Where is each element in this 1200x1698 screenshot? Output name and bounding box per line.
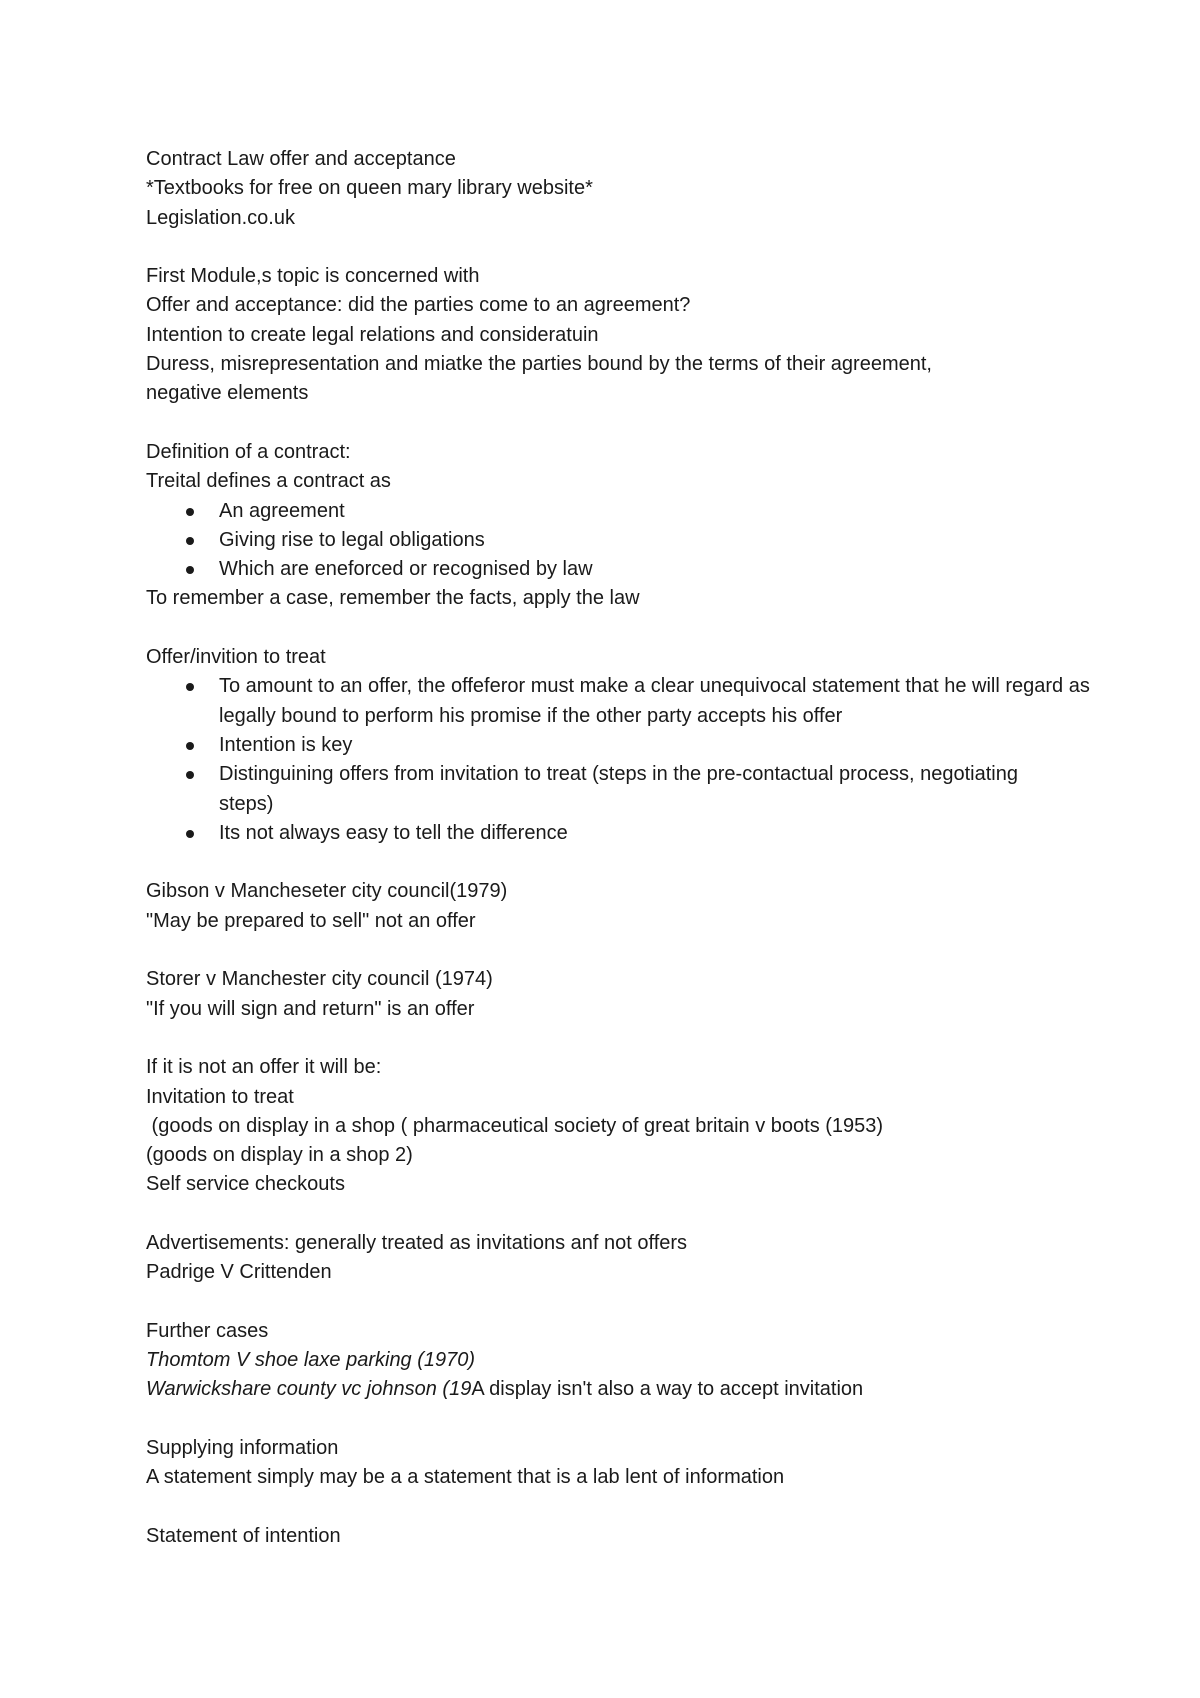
not-offer-heading: If it is not an offer it will be: bbox=[146, 1056, 382, 1079]
list-item bbox=[146, 731, 1140, 760]
bullet-icon bbox=[186, 508, 194, 516]
bullet-text: Intention is key bbox=[219, 733, 353, 756]
bullet-text: Which are eneforced or recognised by law bbox=[219, 558, 593, 581]
definition-intro: Treital defines a contract as bbox=[146, 470, 391, 493]
supplying-heading: Supplying information bbox=[146, 1437, 339, 1460]
textbook-note: *Textbooks for free on queen mary library website* bbox=[146, 177, 593, 200]
bullet-text: Distinguining offers from invitation to treat (steps in the pre-contactual process, negotiating steps) bbox=[219, 763, 1018, 815]
further-case-1: Thomtom V shoe laxe parking (1970) bbox=[146, 1349, 476, 1372]
list-item bbox=[146, 672, 1140, 731]
spacer bbox=[146, 1024, 1140, 1053]
bullet-text: Giving rise to legal obligations bbox=[219, 528, 485, 551]
further-cases-heading: Further cases bbox=[146, 1319, 269, 1342]
spacer bbox=[146, 1288, 1140, 1317]
spacer bbox=[146, 936, 1140, 965]
bullet-text: An agreement bbox=[219, 499, 345, 522]
not-offer-line-2: (goods on display in a shop ( pharmaceutical society of great britain v boots (1953) bbox=[146, 1114, 884, 1137]
not-offer-line-3: (goods on display in a shop 2) bbox=[146, 1144, 413, 1167]
spacer bbox=[146, 614, 1140, 643]
ads-heading: Advertisements: generally treated as invitations anf not offers bbox=[146, 1231, 688, 1254]
bullet-icon bbox=[186, 683, 194, 691]
bullet-icon bbox=[186, 566, 194, 574]
further-case-2-italic: Warwickshare county vc johnson (19 bbox=[146, 1378, 472, 1401]
module-intro: First Module,s topic is concerned with bbox=[146, 265, 480, 288]
bullet-icon bbox=[186, 771, 194, 779]
spacer bbox=[146, 1405, 1140, 1434]
ads-case: Padrige V Crittenden bbox=[146, 1261, 332, 1284]
spacer bbox=[146, 233, 1140, 262]
gibson-case-text: "May be prepared to sell" not an offer bbox=[146, 909, 476, 932]
further-case-2-rest: A display isn't also a way to accept invitation bbox=[471, 1378, 864, 1401]
bullet-icon bbox=[186, 830, 194, 838]
further-case-2 bbox=[146, 1375, 1140, 1404]
definition-bullet-list bbox=[146, 497, 1140, 585]
statement-heading: Statement of intention bbox=[146, 1524, 341, 1547]
definition-after: To remember a case, remember the facts, apply the law bbox=[146, 587, 640, 610]
bullet-icon bbox=[186, 742, 194, 750]
module-line-2: Intention to create legal relations and consideratuin bbox=[146, 323, 599, 346]
gibson-case-title: Gibson v Mancheseter city council(1979) bbox=[146, 880, 508, 903]
supplying-text: A statement simply may be a a statement that is a lab lent of information bbox=[146, 1466, 785, 1489]
module-line-3: Duress, misrepresentation and miatke the parties bound by the terms of their agreement, bbox=[146, 353, 932, 376]
module-line-4: negative elements bbox=[146, 382, 309, 405]
list-item bbox=[146, 819, 1140, 848]
offer-heading: Offer/invition to treat bbox=[146, 646, 326, 669]
legislation-link-text: Legislation.co.uk bbox=[146, 206, 295, 229]
spacer bbox=[146, 1493, 1140, 1522]
spacer bbox=[146, 409, 1140, 438]
module-line-1: Offer and acceptance: did the parties come to an agreement? bbox=[146, 294, 691, 317]
definition-heading: Definition of a contract: bbox=[146, 440, 351, 463]
doc-title: Contract Law offer and acceptance bbox=[146, 148, 456, 170]
list-item bbox=[146, 555, 1140, 584]
list-item bbox=[146, 760, 1140, 819]
spacer bbox=[146, 1200, 1140, 1229]
offer-bullet-list bbox=[146, 672, 1140, 848]
list-item bbox=[146, 526, 1140, 555]
storer-case-text: "If you will sign and return" is an offer bbox=[146, 997, 475, 1020]
storer-case-title: Storer v Manchester city council (1974) bbox=[146, 968, 493, 991]
list-item bbox=[146, 497, 1140, 526]
spacer bbox=[146, 848, 1140, 877]
bullet-text: To amount to an offer, the offeferor must make a clear unequivocal statement that he will regard as legally bound to perform his promise if the other party accepts his offer bbox=[219, 675, 1090, 727]
not-offer-line-1: Invitation to treat bbox=[146, 1085, 294, 1108]
bullet-icon bbox=[186, 537, 194, 545]
bullet-text: Its not always easy to tell the difference bbox=[219, 821, 568, 844]
not-offer-line-4: Self service checkouts bbox=[146, 1173, 345, 1196]
